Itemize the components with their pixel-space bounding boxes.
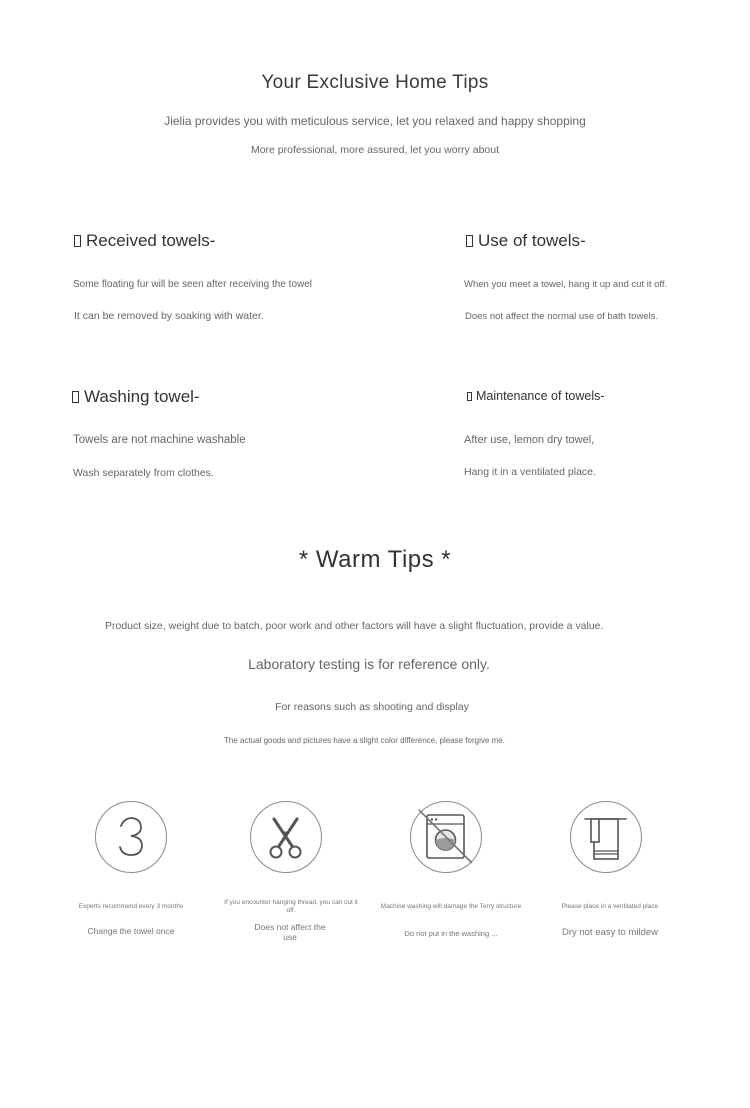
icon-caption: Change the towel once [87, 926, 175, 936]
section-line: After use, lemon dry towel, [464, 434, 595, 446]
bullet-icon [74, 235, 81, 247]
page-subtitle: Jielia provides you with meticulous service, let you relaxed and happy shopping [164, 114, 586, 128]
icon-caption: Do not put in the washing ... [404, 929, 498, 938]
icon-note: Please place in a ventilated place [561, 903, 659, 910]
page-tagline: More professional, more assured, let you worry about [250, 144, 500, 156]
icon-note: If you encounter hanging thread, you can cut it off. [224, 899, 358, 914]
bullet-icon [72, 391, 79, 403]
no-washing-machine-icon [410, 801, 482, 873]
icon-note: Experts recommend every 3 months [78, 903, 184, 910]
section-line: Hang it in a ventilated place. [464, 466, 596, 478]
section-title-received: Received towels- [74, 231, 215, 251]
warm-tips-line: Product size, weight due to batch, poor work and other factors will have a slight fluctuation, provide a value. [105, 620, 604, 632]
section-line: Some floating fur will be seen after receiving the towel [73, 279, 313, 290]
hanging-towel-icon [570, 801, 642, 873]
icon-note: Machine washing will damage the Terry structure [380, 903, 522, 910]
warm-tips-line: The actual goods and pictures have a slight color difference, please forgive me. [224, 736, 505, 745]
scissors-icon [250, 801, 322, 873]
section-title-washing: Washing towel- [72, 387, 200, 407]
warm-tips-line: Laboratory testing is for reference only. [248, 656, 490, 672]
bullet-icon [466, 235, 473, 247]
section-line: When you meet a towel, hang it up and cut it off. [464, 279, 668, 290]
page-title: Your Exclusive Home Tips [261, 72, 489, 93]
section-line: Towels are not machine washable [73, 434, 246, 446]
number-3-icon [95, 801, 167, 873]
section-title-maintenance: Maintenance of towels- [467, 389, 605, 403]
section-title-use: Use of towels- [466, 231, 586, 251]
section-line: Does not affect the normal use of bath towels. [465, 311, 659, 322]
section-line: It can be removed by soaking with water. [74, 310, 264, 322]
section-line: Wash separately from clothes. [73, 467, 214, 479]
warm-tips-line: For reasons such as shooting and display [275, 701, 469, 713]
warm-tips-title: * Warm Tips * [298, 546, 452, 573]
bullet-icon [467, 392, 472, 401]
icon-caption: Dry not easy to mildew [561, 927, 659, 938]
icon-caption: Does not affect the use [254, 922, 326, 942]
